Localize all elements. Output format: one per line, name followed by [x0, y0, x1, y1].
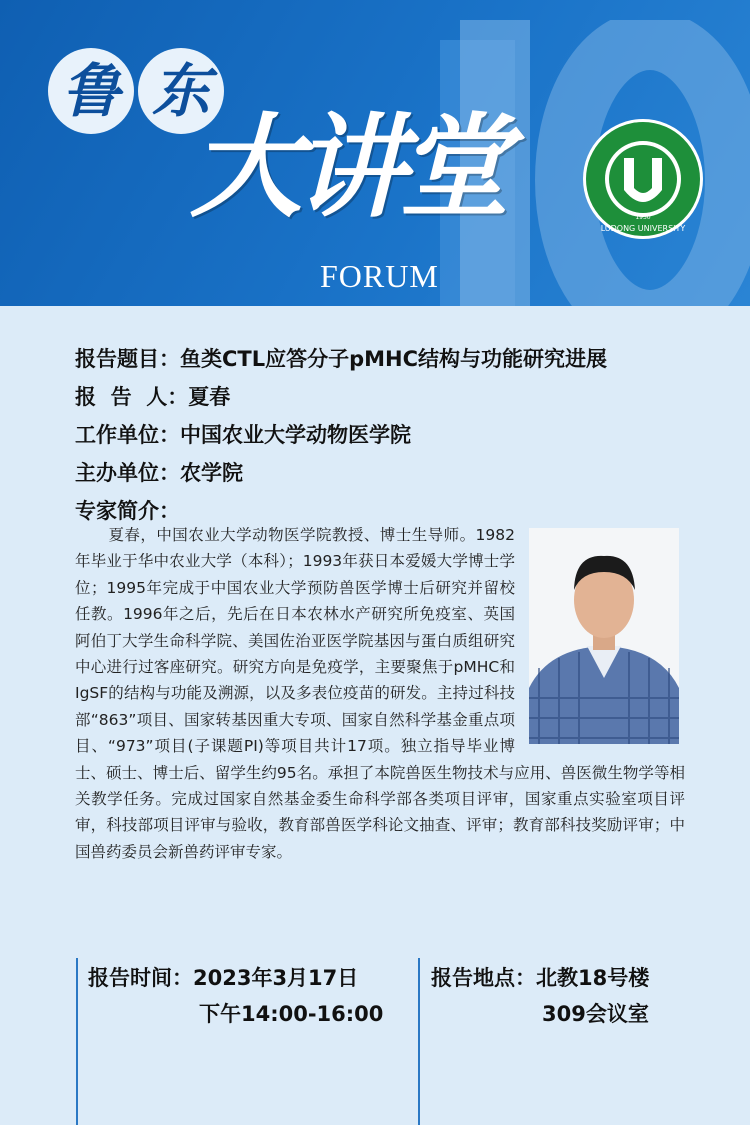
title-forum-english: FORUM	[320, 258, 439, 294]
divider-middle	[418, 958, 420, 1125]
logo-year: 1930	[635, 214, 651, 221]
place-line1: 北教18号楼	[536, 966, 650, 990]
talk-info	[75, 344, 607, 534]
time-date: 2023年3月17日	[193, 966, 359, 990]
speaker-photo	[529, 528, 679, 744]
time-row	[88, 960, 383, 996]
host-value: 农学院	[180, 461, 243, 485]
place-line2: 309会议室	[542, 1002, 649, 1026]
topic-label: 报告题目：	[75, 347, 180, 371]
logo-text: LUDONG UNIVERSITY	[600, 224, 686, 233]
title-forum-chinese: 大讲堂	[190, 102, 502, 233]
bio-heading: 专家简介：	[75, 499, 180, 523]
speaker-value: 夏春	[188, 385, 231, 409]
header-banner	[0, 0, 750, 306]
time-block	[88, 960, 383, 1032]
host-row	[75, 458, 607, 496]
title-char-dong: 东	[138, 48, 224, 134]
title-char-lu: 鲁	[48, 48, 134, 134]
place-row	[431, 960, 649, 996]
place-block	[431, 960, 649, 1032]
university-logo	[582, 118, 704, 240]
topic-value: 鱼类CTL应答分子pMHC结构与功能研究进展	[180, 347, 608, 371]
place-label: 报告地点：	[431, 966, 536, 990]
topic-row	[75, 344, 607, 382]
unit-label: 工作单位：	[75, 423, 180, 447]
unit-value: 中国农业大学动物医学院	[180, 423, 411, 447]
time-hours: 下午14:00-16:00	[199, 1002, 384, 1026]
time-label: 报告时间：	[88, 966, 193, 990]
bio-text: 夏春，中国农业大学动物医学院教授、博士生导师。1982年毕业于华中农业大学（本科）；1993年获日本爱媛大学博士学位；1995年完成于中国农业大学预防兽医学博士后研究并留校任教。1996年之后，先后在日本农林水产研究所免疫室、英国阿伯丁大学生命科学院、美国佐治亚医学院基因与蛋白质组研究中心进行过客座研究。研究方向是免疫学，主要聚焦于pMHC和IgSF的结构与功能及溯源，以及多表位疫苗的研发。主持过科技部“863”项目、国家转基因重大专项、国家自然科学基金重点项目、“973”项目(子课题PI)等项目共计17项。独立指导毕业博士、硕士、博士后、留学生约95名。承担了本院兽医生物技术与应用、兽医微生物学等相关教学任务。完成过国家自然基金委生命科学部各类项目评审，国家重点实验室项目评审，科技部项目评审与验收，教育部兽医学科论文抽查、评审；教育部科技奖励评审；中国兽药委员会新兽药评审专家。	[75, 526, 685, 861]
speaker-row	[75, 382, 607, 420]
unit-row	[75, 420, 607, 458]
speaker-label: 报 告 人：	[75, 385, 189, 409]
host-label: 主办单位：	[75, 461, 180, 485]
divider-left	[76, 958, 78, 1125]
bio-section	[75, 522, 685, 865]
